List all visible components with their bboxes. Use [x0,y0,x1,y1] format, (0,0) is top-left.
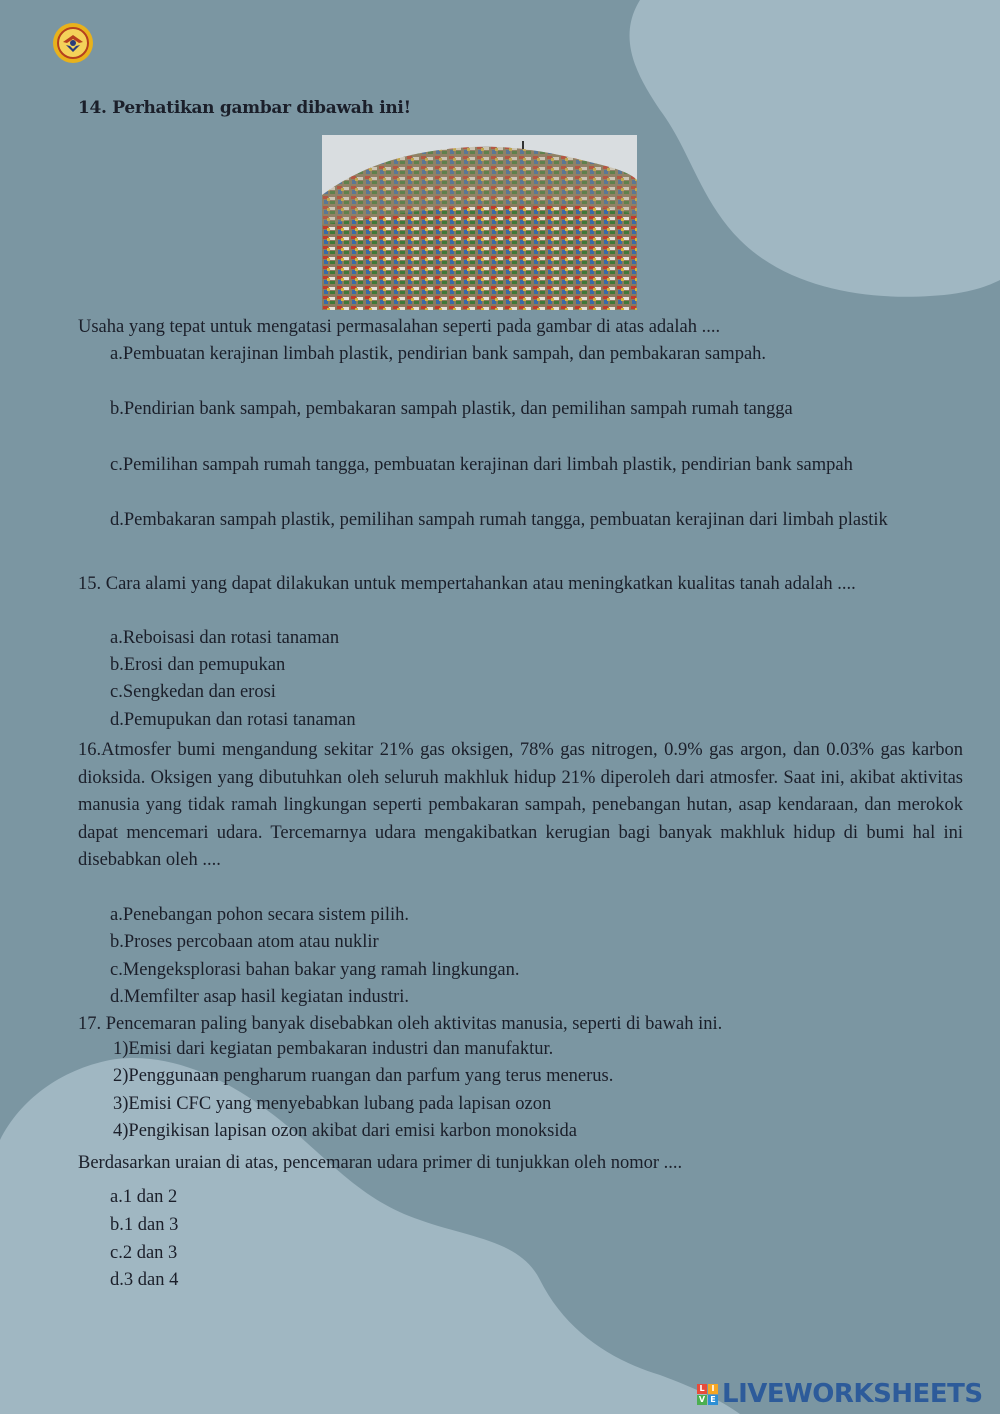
question-14-option-c[interactable]: c.Pemilihan sampah rumah tangga, pembuatan kerajinan dari limbah plastik, pendirian bank sampah [110,455,853,475]
question-17-question: Berdasarkan uraian di atas, pencemaran udara primer di tunjukkan oleh nomor .... [78,1153,683,1173]
question-16-option-b[interactable]: b.Proses percobaan atom atau nuklir [110,932,379,952]
question-15-option-a[interactable]: a.Reboisasi dan rotasi tanaman [110,628,340,648]
question-14-option-b[interactable]: b.Pendirian bank sampah, pembakaran sampah plastik, dan pemilihan sampah rumah tangga [110,399,793,419]
question-17-stem: 17. Pencemaran paling banyak disebabkan oleh aktivitas manusia, seperti di bawah ini. [78,1014,723,1034]
question-16-option-a[interactable]: a.Penebangan pohon secara sistem pilih. [110,905,409,925]
garbage-pile-photo [322,135,637,310]
question-14-stem: Usaha yang tepat untuk mengatasi permasalahan seperti pada gambar di atas adalah .... [78,317,721,337]
question-15-stem: 15. Cara alami yang dapat dilakukan untuk mempertahankan atau meningkatkan kualitas tanah adalah .... [78,574,856,594]
question-16-option-d[interactable]: d.Memfilter asap hasil kegiatan industri. [110,987,410,1007]
brand-mark-letter: E [708,1395,718,1405]
question-15-option-c[interactable]: c.Sengkedan dan erosi [110,682,276,702]
question-16-stem: 16.Atmosfer bumi mengandung sekitar 21% gas oksigen, 78% gas nitrogen, 0.9% gas argon, dan 0.03% gas karbon dioksida. Oksigen yang dibutuhkan oleh seluruh makhluk hidup 21% diperoleh dari atmosfer. Saat ini, akibat aktivitas manusia yang tidak ramah lingkungan seperti pembakaran sampah, penebangan hutan, asap kendaraan, dan merokok dapat mencemari udara. Tercemarnya udara mengakibatkan kerugian bagi banyak makhluk hidup di bumi hal ini disebabkan oleh .... [78,740,963,870]
question-17-statement-4: 4)Pengikisan lapisan ozon akibat dari emisi karbon monoksida [113,1121,577,1141]
question-14-title: 14. Perhatikan gambar dibawah ini! [78,98,411,118]
liveworksheets-logo-icon [697,1384,718,1405]
brand-name: LIVEWORKSHEETS [722,1379,983,1409]
question-17-option-d[interactable]: d.3 dan 4 [110,1270,179,1290]
school-emblem-logo [52,22,94,64]
question-15-option-b[interactable]: b.Erosi dan pemupukan [110,655,286,675]
brand-mark-letter: L [697,1384,707,1394]
question-17-option-b[interactable]: b.1 dan 3 [110,1215,179,1235]
question-17-option-c[interactable]: c.2 dan 3 [110,1243,178,1263]
question-17-statement-3: 3)Emisi CFC yang menyebabkan lubang pada lapisan ozon [113,1094,552,1114]
question-14-option-d[interactable]: d.Pembakaran sampah plastik, pemilihan sampah rumah tangga, pembuatan kerajinan dari limbah plastik [110,510,888,530]
question-14-option-a[interactable]: a.Pembuatan kerajinan limbah plastik, pendirian bank sampah, dan pembakaran sampah. [110,344,767,364]
brand-mark-letter: I [708,1384,718,1394]
question-17-option-a[interactable]: a.1 dan 2 [110,1187,178,1207]
question-16-option-c[interactable]: c.Mengeksplorasi bahan bakar yang ramah lingkungan. [110,960,520,980]
question-15-option-d[interactable]: d.Pemupukan dan rotasi tanaman [110,710,356,730]
question-17-statement-2: 2)Penggunaan pengharum ruangan dan parfum yang terus menerus. [113,1066,614,1086]
liveworksheets-brand[interactable] [697,1377,983,1411]
question-17-statement-1: 1)Emisi dari kegiatan pembakaran industri dan manufaktur. [113,1039,554,1059]
brand-mark-letter: V [698,1394,706,1404]
